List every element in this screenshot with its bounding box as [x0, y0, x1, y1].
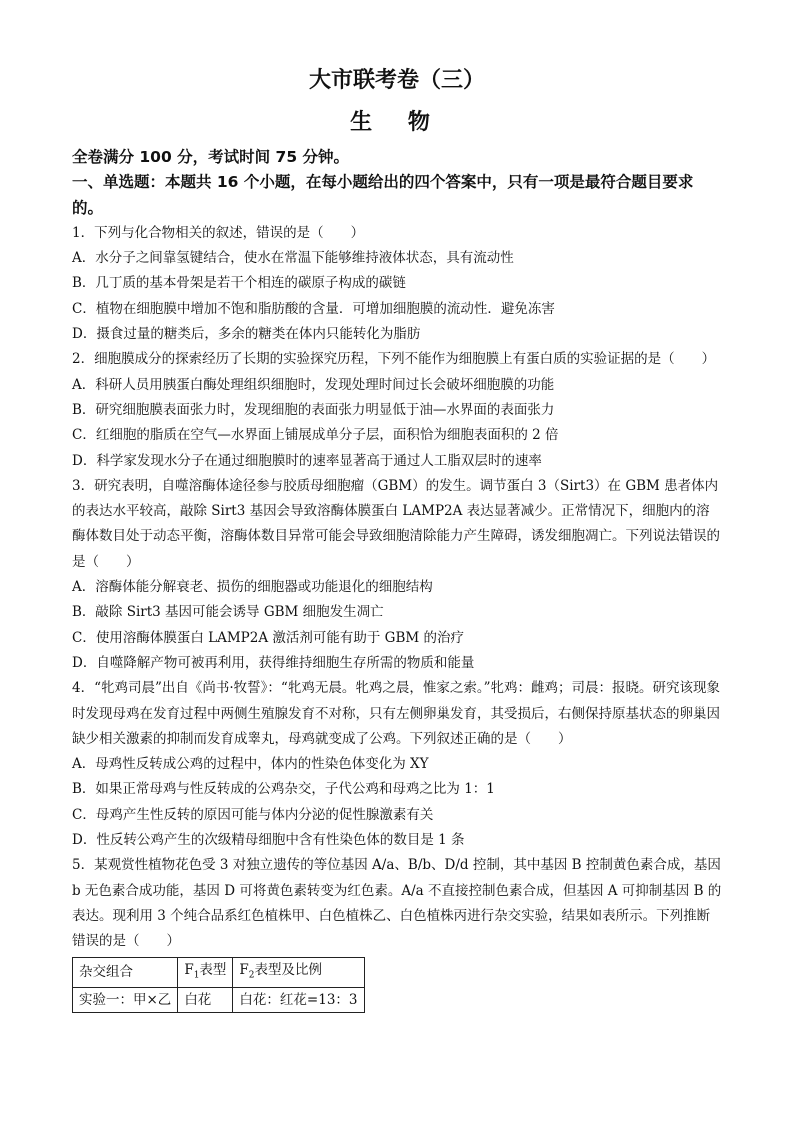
- cross-experiment-table: [72, 957, 365, 1014]
- question-1-stem: 1．下列与化合物相关的叙述，错误的是（ ）: [72, 224, 365, 241]
- question-5-stem: 5．某观赏性植物花色受 3 对独立遗传的等位基因 A/a、B/b、D/d 控制，其中基因 B 控制黄色素合成，基因 b 无色素合成功能，基因 D 可将黄色素转变为红色素。A/a 不直接控制色素合成，但基因 A 可抑制基因 B 的表达。现利用 3 个纯合品系红色植株甲、白色植株乙、白色植株丙进行杂交实验，结果如表所示。下列推断错误的是（ ）: [72, 857, 722, 950]
- f2-label: F: [239, 961, 249, 978]
- question-1-option-c: C．植物在细胞膜中增加不饱和脂肪酸的含量．可增加细胞膜的流动性．避免冻害: [72, 300, 555, 317]
- question-1-option-d: D．摄食过量的糖类后，多余的糖类在体内只能转化为脂肪: [72, 326, 421, 343]
- table-header-cell: 杂交组合: [73, 957, 178, 988]
- score-time-note: 全卷满分 100 分，考试时间 75 分钟。: [72, 148, 350, 166]
- question-1-option-a: A．水分子之间靠氢键结合，使水在常温下能够维持液体状态，具有流动性: [72, 250, 514, 267]
- question-2-option-d: D．科学家发现水分子在通过细胞膜时的速率显著高于通过人工脂双层时的速率: [72, 452, 542, 469]
- table-cell: 白花：红花=13：3: [233, 988, 364, 1013]
- question-4-stem: 4．“牝鸡司晨”出自《尚书·牧誓》：“牝鸡无晨。牝鸡之晨，惟家之索。”牝鸡：雌鸡；司晨：报晓。研究该现象时发现母鸡在发育过程中两侧生殖腺发育不对称，只有左侧卵巢发育，其受损后，右侧保持原基状态的卵巢因缺少相关激素的抑制而发育成睾丸，母鸡就变成了公鸡。下列叙述正确的是（ ）: [72, 680, 720, 747]
- f2-subscript: 2: [248, 970, 255, 981]
- question-3-option-c: C．使用溶酶体膜蛋白 LAMP2A 激活剂可能有助于 GBM 的治疗: [72, 629, 464, 646]
- table-header-cell: [233, 957, 364, 988]
- table-header-cell: [178, 957, 233, 988]
- f1-phenotype-label: 表型: [199, 961, 227, 978]
- question-4-option-c: C．母鸡产生性反转的原因可能与体内分泌的促性腺激素有关: [72, 806, 434, 823]
- question-1-option-b: B．几丁质的基本骨架是若干个相连的碳原子构成的碳链: [72, 275, 406, 292]
- f2-phenotype-label: 表型及比例: [254, 961, 323, 978]
- subject-title: 生 物: [350, 110, 444, 135]
- table-header-row: [73, 957, 365, 988]
- question-2-option-c: C．红细胞的脂质在空气—水界面上铺展成单分子层，面积恰为细胞表面积的 2 倍: [72, 427, 559, 444]
- f1-subscript: 1: [193, 970, 200, 981]
- question-4-option-d: D．性反转公鸡产生的次级精母细胞中含有性染色体的数目是 1 条: [72, 832, 465, 849]
- section-heading: 一、单选题：本题共 16 个小题，在每小题给出的四个答案中，只有一项是最符合题目要求的。: [72, 173, 694, 217]
- table-row: [73, 988, 365, 1013]
- f1-label: F: [184, 961, 194, 978]
- question-3-option-b: B．敲除 Sirt3 基因可能会诱导 GBM 细胞发生凋亡: [72, 604, 384, 621]
- question-4-option-a: A．母鸡性反转成公鸡的过程中，体内的性染色体变化为 XY: [72, 756, 429, 773]
- table-cell: 白花: [178, 988, 233, 1013]
- question-3-option-a: A．溶酶体能分解衰老、损伤的细胞器或功能退化的细胞结构: [72, 579, 433, 596]
- exam-title: 大市联考卷（三）: [308, 68, 485, 93]
- question-3-option-d: D．自噬降解产物可被再利用，获得维持细胞生存所需的物质和能量: [72, 654, 475, 671]
- table-cell: 实验一：甲×乙: [73, 988, 178, 1013]
- question-2-stem: 2．细胞膜成分的探索经历了长期的实验探究历程，下列不能作为细胞膜上有蛋白质的实验证据的是（ ）: [72, 351, 716, 368]
- question-4-option-b: B．如果正常母鸡与性反转成的公鸡杂交，子代公鸡和母鸡之比为 1：1: [72, 781, 495, 798]
- question-2-option-b: B．研究细胞膜表面张力时，发现细胞的表面张力明显低于油—水界面的表面张力: [72, 401, 555, 418]
- question-3-stem: 3．研究表明，自噬溶酶体途径参与胶质母细胞瘤（GBM）的发生。调节蛋白 3（Sirt3）在 GBM 患者体内的表达水平较高，敲除 Sirt3 基因会导致溶酶体膜蛋白 LAMP2A 表达显著减少。正常情况下，细胞内的溶酶体数目处于动态平衡，溶酶体数目异常可能会导致细胞清除能力产生障碍，诱发细胞凋亡。下列说法错误的是（ ）: [72, 477, 720, 570]
- exam-content: [72, 145, 722, 1013]
- question-2-option-a: A．科研人员用胰蛋白酶处理组织细胞时，发现处理时间过长会破坏细胞膜的功能: [72, 376, 555, 393]
